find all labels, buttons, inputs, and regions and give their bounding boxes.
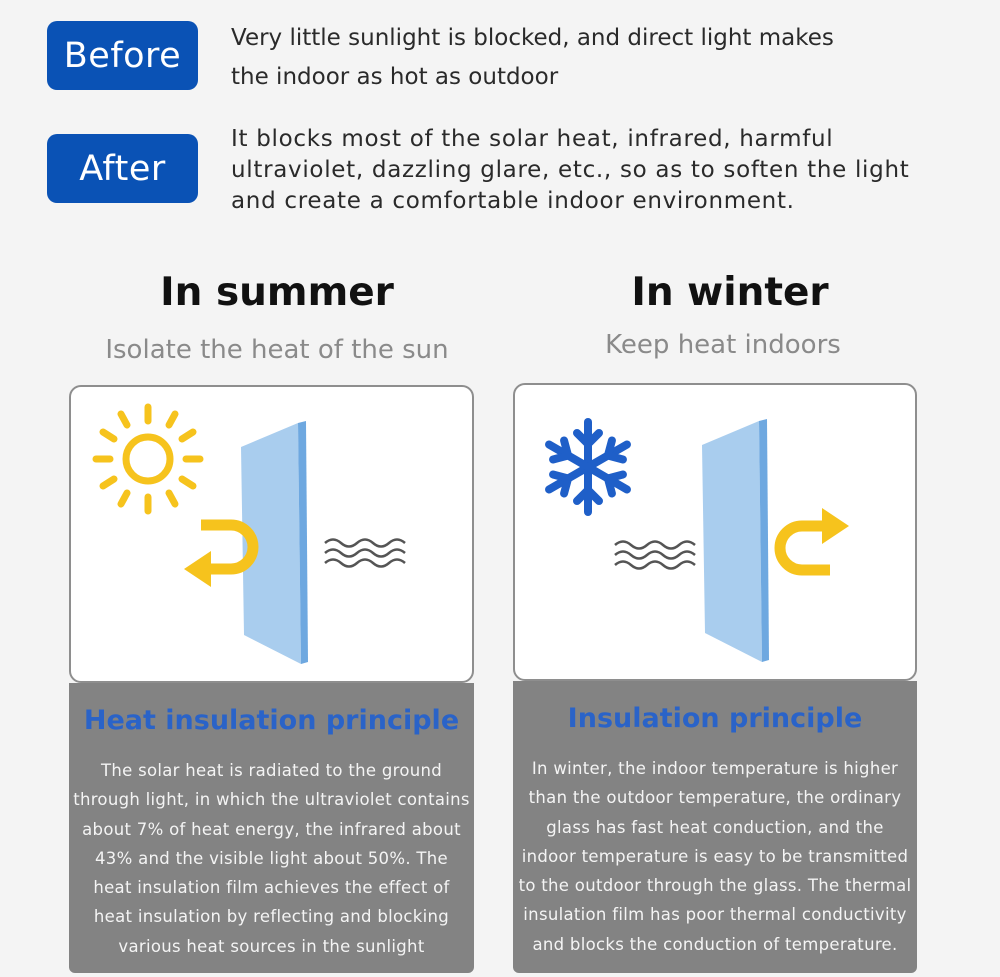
- summer-principle-text: The solar heat is radiated to the ground through light, in which the ultraviolet contains about 7% of heat energy, the infrared about 43% and the visible light about 50%. The heat insulation film achieves the effect of heat insulation by reflecting and blocking various heat sources in the sunlight: [73, 761, 470, 956]
- return-arrow-icon: [184, 525, 253, 587]
- sun-icon: [96, 407, 200, 511]
- before-description: Very little sunlight is blocked, and direct light makes the indoor as hot as outdoor: [231, 25, 834, 90]
- winter-title: In winter: [631, 270, 829, 315]
- glass-pane-icon: [702, 419, 769, 662]
- winter-illustration: [513, 383, 917, 681]
- after-badge: After: [47, 134, 198, 203]
- summer-title: In summer: [160, 270, 394, 315]
- winter-principle-panel: [513, 681, 917, 973]
- winter-principle-title: Insulation principle: [567, 703, 863, 734]
- before-badge: Before: [47, 21, 198, 90]
- summer-principle-title: Heat insulation principle: [83, 705, 460, 736]
- after-description: It blocks most of the solar heat, infrared, harmful ultraviolet, dazzling glare, etc., so as to soften the light and create a comfortable indoor environment.: [231, 126, 910, 214]
- summer-illustration: [69, 385, 474, 683]
- snowflake-icon: [544, 422, 633, 512]
- return-arrow-icon: [780, 508, 849, 570]
- summer-subtitle: Isolate the heat of the sun: [105, 335, 449, 365]
- winter-subtitle: Keep heat indoors: [605, 330, 841, 360]
- heat-wave-icon: [615, 542, 695, 569]
- heat-wave-icon: [325, 540, 405, 567]
- summer-principle-panel: [69, 683, 474, 973]
- winter-principle-text: In winter, the indoor temperature is higher than the outdoor temperature, the ordinary glass has fast heat conduction, and the indoor temperature is easy to be transmitted to the outdoor through the glass. The thermal insulation film has poor thermal conductivity and blocks the conduction of temperature.: [518, 759, 912, 954]
